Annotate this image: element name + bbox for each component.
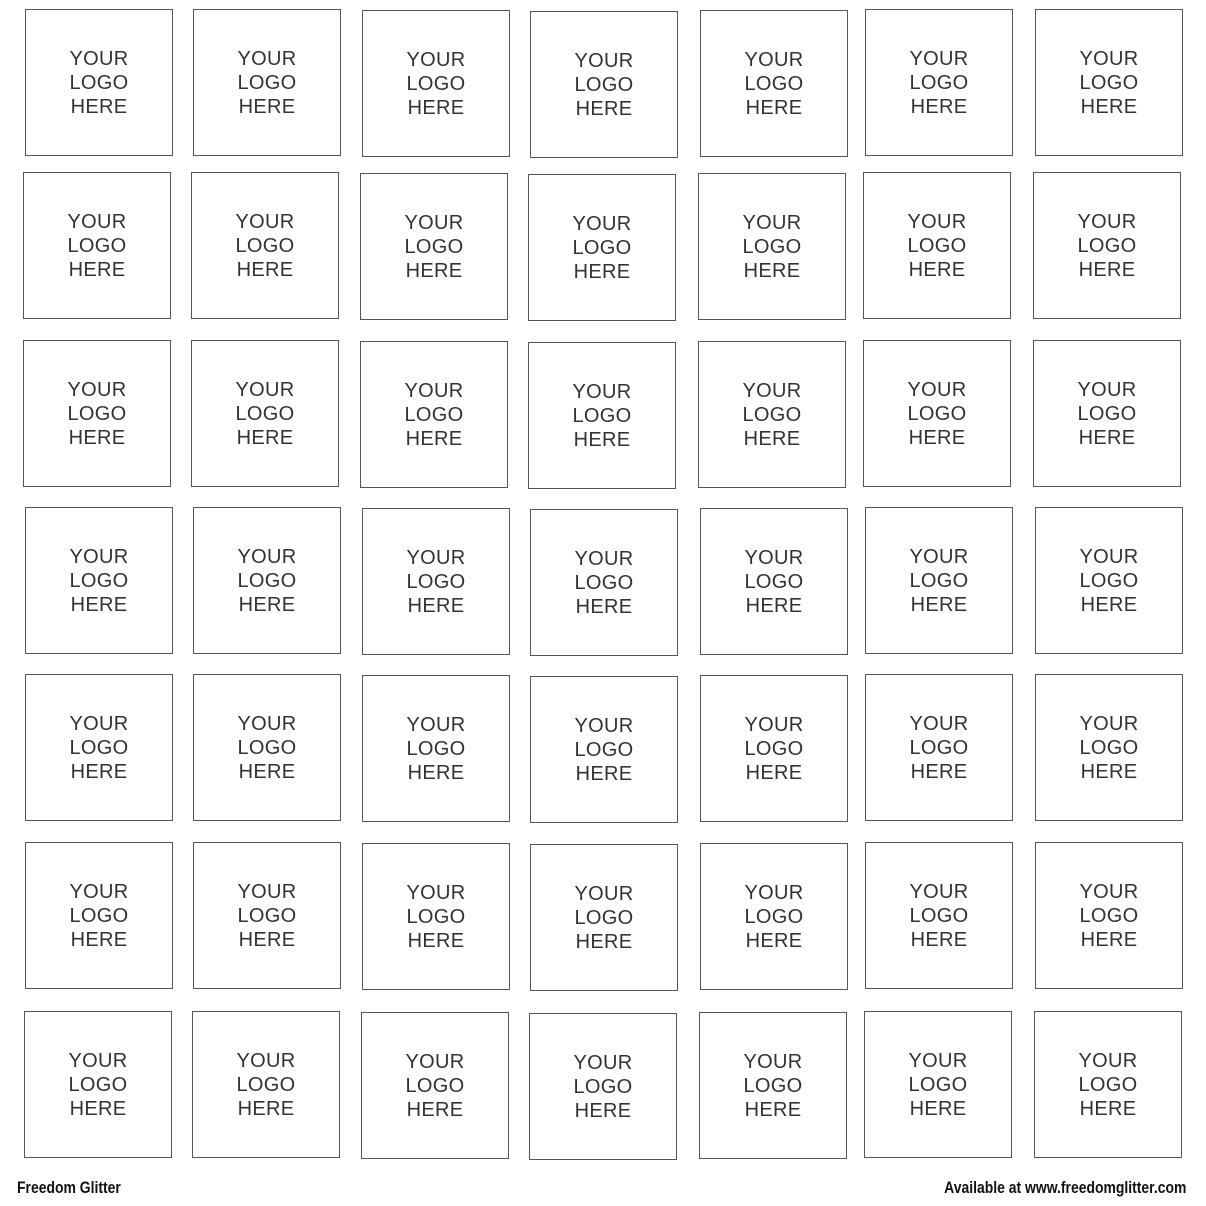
sticker-label-line: YOUR <box>1079 713 1139 735</box>
logo-sticker-placeholder <box>25 507 173 654</box>
sticker-label-line: YOUR <box>572 213 632 235</box>
sticker-label-line: HERE <box>910 96 968 118</box>
sticker-label-line: LOGO <box>69 737 129 759</box>
sticker-label <box>1034 378 1180 450</box>
logo-sticker-placeholder <box>193 9 341 156</box>
sticker-label <box>193 1049 339 1121</box>
logo-sticker-placeholder <box>865 674 1013 821</box>
sticker-label <box>529 380 675 452</box>
sticker-label-line: LOGO <box>1077 235 1137 257</box>
logo-sticker-placeholder <box>530 676 678 823</box>
sticker-label-line: YOUR <box>1079 48 1139 70</box>
logo-sticker-placeholder <box>530 509 678 656</box>
sticker-label-line: LOGO <box>406 73 466 95</box>
sticker-label-line: LOGO <box>67 403 127 425</box>
sticker-label-line: HERE <box>745 930 803 952</box>
sticker-label-line: YOUR <box>404 212 464 234</box>
sticker-label-line: LOGO <box>909 72 969 94</box>
sticker-label-line: HERE <box>236 259 294 281</box>
sticker-label-line: YOUR <box>744 714 804 736</box>
logo-sticker-placeholder <box>25 674 173 821</box>
sticker-label-line: HERE <box>908 259 966 281</box>
sticker-label <box>864 378 1010 450</box>
sticker-label-line: HERE <box>68 427 126 449</box>
sticker-label-line: HERE <box>745 595 803 617</box>
sticker-label-line: HERE <box>68 259 126 281</box>
sticker-label-line: YOUR <box>574 715 634 737</box>
availability-link: Available at www.freedomglitter.com <box>943 1178 1186 1197</box>
sticker-label <box>701 881 847 953</box>
logo-sticker-placeholder <box>698 173 846 320</box>
sticker-label-line: YOUR <box>744 882 804 904</box>
sticker-label-line: HERE <box>236 427 294 449</box>
logo-sticker-placeholder <box>699 1012 847 1159</box>
sticker-label-line: LOGO <box>574 572 634 594</box>
sticker-label-line: YOUR <box>69 881 129 903</box>
logo-sticker-placeholder <box>193 842 341 989</box>
logo-sticker-placeholder <box>865 842 1013 989</box>
sticker-label-line: YOUR <box>405 1051 465 1073</box>
sticker-label <box>864 210 1010 282</box>
logo-sticker-placeholder <box>700 843 848 990</box>
sticker-label-line: YOUR <box>235 379 295 401</box>
sticker-label-line: YOUR <box>909 881 969 903</box>
logo-sticker-placeholder <box>23 172 171 319</box>
sticker-label <box>866 880 1012 952</box>
sticker-label <box>24 210 170 282</box>
sticker-label-line: HERE <box>910 929 968 951</box>
sticker-label-line: LOGO <box>404 236 464 258</box>
sticker-label <box>363 713 509 785</box>
sticker-label-line: YOUR <box>235 211 295 233</box>
sticker-label-line: YOUR <box>907 379 967 401</box>
logo-sticker-placeholder <box>863 172 1011 319</box>
logo-sticker-placeholder <box>23 340 171 487</box>
sticker-label-line: HERE <box>1078 427 1136 449</box>
sticker-label <box>361 379 507 451</box>
logo-sticker-placeholder <box>191 172 339 319</box>
logo-sticker-placeholder <box>25 9 173 156</box>
logo-sticker-placeholder <box>1035 9 1183 156</box>
sticker-label-line: YOUR <box>572 381 632 403</box>
sticker-label-line: YOUR <box>573 1052 633 1074</box>
sticker-label-line: LOGO <box>574 74 634 96</box>
sticker-label-line: YOUR <box>69 713 129 735</box>
sticker-label-line: LOGO <box>572 405 632 427</box>
sticker-label-line: LOGO <box>405 1075 465 1097</box>
sticker-label-line: LOGO <box>235 235 295 257</box>
sticker-label-line: YOUR <box>744 49 804 71</box>
sticker-label-line: YOUR <box>406 547 466 569</box>
logo-sticker-placeholder <box>1033 340 1181 487</box>
sticker-label-line: HERE <box>406 1099 464 1121</box>
sticker-label-line: YOUR <box>909 546 969 568</box>
sticker-label <box>26 880 172 952</box>
sticker-label <box>865 1049 1011 1121</box>
sticker-label-line: LOGO <box>406 571 466 593</box>
sticker-label-line: YOUR <box>69 546 129 568</box>
sticker-label-line: YOUR <box>744 547 804 569</box>
sticker-label-line: LOGO <box>68 1074 128 1096</box>
sticker-label-line: HERE <box>1078 259 1136 281</box>
sticker-label-line: LOGO <box>742 404 802 426</box>
sticker-label-line: HERE <box>70 761 128 783</box>
sticker-label-line: LOGO <box>907 403 967 425</box>
logo-sticker-placeholder <box>24 1011 172 1158</box>
logo-sticker-placeholder <box>362 675 510 822</box>
sticker-label <box>866 47 1012 119</box>
sticker-label-line: LOGO <box>908 1074 968 1096</box>
sticker-label <box>361 211 507 283</box>
sticker-label-line: HERE <box>575 931 633 953</box>
sticker-label-line: YOUR <box>236 1050 296 1072</box>
logo-sticker-placeholder <box>530 844 678 991</box>
logo-sticker-placeholder <box>530 11 678 158</box>
sticker-label <box>1034 210 1180 282</box>
sticker-label-line: HERE <box>405 260 463 282</box>
sticker-label <box>531 714 677 786</box>
logo-sticker-placeholder <box>193 507 341 654</box>
sticker-label-line: YOUR <box>237 881 297 903</box>
sticker-label <box>699 379 845 451</box>
sticker-label-line: LOGO <box>574 739 634 761</box>
sticker-label-line: HERE <box>575 763 633 785</box>
sticker-label-line: YOUR <box>1079 546 1139 568</box>
logo-sticker-placeholder <box>700 10 848 157</box>
sticker-label-line: LOGO <box>744 738 804 760</box>
sticker-label-line: YOUR <box>67 379 127 401</box>
sticker-label-line: LOGO <box>1077 403 1137 425</box>
sticker-label-line: HERE <box>1080 96 1138 118</box>
sticker-label-line: LOGO <box>574 907 634 929</box>
sticker-label <box>530 1051 676 1123</box>
logo-sticker-placeholder <box>528 342 676 489</box>
sticker-label-line: HERE <box>744 1099 802 1121</box>
sticker-label-line: HERE <box>743 428 801 450</box>
sticker-label-line: LOGO <box>67 235 127 257</box>
sticker-label-line: LOGO <box>404 404 464 426</box>
sticker-label-line: LOGO <box>909 905 969 927</box>
sticker-label-line: LOGO <box>744 571 804 593</box>
sticker-label-line: LOGO <box>744 73 804 95</box>
sticker-label <box>531 882 677 954</box>
sticker-label-line: HERE <box>575 596 633 618</box>
sticker-label-line: HERE <box>1079 1098 1137 1120</box>
logo-sticker-placeholder <box>1035 842 1183 989</box>
sticker-label-line: LOGO <box>237 570 297 592</box>
sticker-label-line: YOUR <box>237 546 297 568</box>
sticker-label-line: YOUR <box>406 882 466 904</box>
sticker-label-line: HERE <box>407 595 465 617</box>
sticker-label <box>25 1049 171 1121</box>
sticker-label-line: LOGO <box>572 237 632 259</box>
sticker-label <box>1035 1049 1181 1121</box>
sticker-label <box>529 212 675 284</box>
sticker-label-line: HERE <box>238 594 296 616</box>
sticker-label-line: HERE <box>745 762 803 784</box>
sticker-label-line: HERE <box>575 98 633 120</box>
sticker-label-line: YOUR <box>574 50 634 72</box>
sticker-label-line: HERE <box>1080 594 1138 616</box>
sticker-label-line: YOUR <box>908 1050 968 1072</box>
sticker-label <box>363 881 509 953</box>
sticker-label-line: LOGO <box>744 906 804 928</box>
sticker-label-line: HERE <box>743 260 801 282</box>
sticker-label-line: HERE <box>407 97 465 119</box>
sticker-label <box>866 712 1012 784</box>
sticker-label-line: HERE <box>908 427 966 449</box>
logo-sticker-placeholder <box>700 508 848 655</box>
sticker-label-line: YOUR <box>237 713 297 735</box>
sticker-label <box>192 210 338 282</box>
sticker-label-line: HERE <box>1080 761 1138 783</box>
sticker-label-line: LOGO <box>69 570 129 592</box>
sticker-label-line: HERE <box>70 594 128 616</box>
logo-sticker-placeholder <box>1034 1011 1182 1158</box>
sticker-label <box>531 49 677 121</box>
sticker-label-line: HERE <box>909 1098 967 1120</box>
sticker-label <box>700 1050 846 1122</box>
sticker-label-line: LOGO <box>909 737 969 759</box>
sticker-label-line: LOGO <box>1079 905 1139 927</box>
sticker-label-line: HERE <box>407 762 465 784</box>
sticker-label-line: LOGO <box>406 906 466 928</box>
logo-sticker-placeholder <box>192 1011 340 1158</box>
sticker-label <box>1036 545 1182 617</box>
sticker-label-line: HERE <box>745 97 803 119</box>
sticker-label-line: LOGO <box>1079 72 1139 94</box>
sticker-label <box>363 546 509 618</box>
sticker-label-line: LOGO <box>237 72 297 94</box>
sticker-label <box>194 47 340 119</box>
sticker-label-line: HERE <box>238 929 296 951</box>
logo-sticker-placeholder <box>362 843 510 990</box>
sticker-label-line: HERE <box>574 1100 632 1122</box>
sticker-label-line: YOUR <box>1077 211 1137 233</box>
logo-sticker-placeholder <box>1035 507 1183 654</box>
brand-name: Freedom Glitter <box>17 1178 121 1197</box>
sticker-label-line: HERE <box>237 1098 295 1120</box>
sticker-label-line: HERE <box>1080 929 1138 951</box>
sticker-label-line: LOGO <box>235 403 295 425</box>
sticker-label <box>701 546 847 618</box>
sticker-label <box>24 378 170 450</box>
sticker-label-line: YOUR <box>742 212 802 234</box>
logo-sticker-placeholder <box>25 842 173 989</box>
logo-sticker-placeholder <box>360 173 508 320</box>
sticker-label <box>531 547 677 619</box>
sticker-label-line: HERE <box>910 761 968 783</box>
sticker-label-line: YOUR <box>909 713 969 735</box>
sticker-label-line: LOGO <box>237 737 297 759</box>
logo-sticker-placeholder <box>362 508 510 655</box>
logo-sticker-placeholder <box>529 1013 677 1160</box>
sticker-label-line: YOUR <box>574 883 634 905</box>
sticker-label-line: LOGO <box>236 1074 296 1096</box>
sticker-label-line: LOGO <box>742 236 802 258</box>
sticker-label-line: YOUR <box>574 548 634 570</box>
logo-sticker-placeholder <box>864 1011 1012 1158</box>
sticker-label-line: LOGO <box>1078 1074 1138 1096</box>
sticker-label-line: YOUR <box>237 48 297 70</box>
sticker-label <box>699 211 845 283</box>
sticker-label-line: YOUR <box>1078 1050 1138 1072</box>
sticker-label-line: LOGO <box>907 235 967 257</box>
sticker-label-line: YOUR <box>406 49 466 71</box>
sticker-label-line: YOUR <box>743 1051 803 1073</box>
sticker-label <box>1036 880 1182 952</box>
logo-sticker-placeholder <box>863 340 1011 487</box>
sticker-label <box>701 48 847 120</box>
sticker-label-line: HERE <box>407 930 465 952</box>
sticker-label-line: HERE <box>70 96 128 118</box>
sticker-label-line: YOUR <box>909 48 969 70</box>
sticker-label-line: YOUR <box>742 380 802 402</box>
logo-sticker-placeholder <box>698 341 846 488</box>
sticker-label-line: HERE <box>70 929 128 951</box>
sticker-label-line: HERE <box>573 429 631 451</box>
sticker-label-line: HERE <box>238 761 296 783</box>
logo-sticker-placeholder <box>865 9 1013 156</box>
logo-sticker-placeholder <box>1033 172 1181 319</box>
sticker-label <box>194 712 340 784</box>
logo-sticker-placeholder <box>360 341 508 488</box>
sticker-label <box>363 48 509 120</box>
sticker-label-line: HERE <box>573 261 631 283</box>
sticker-label-line: LOGO <box>909 570 969 592</box>
logo-sticker-placeholder <box>191 340 339 487</box>
sticker-label-line: LOGO <box>69 905 129 927</box>
sticker-label-line: YOUR <box>68 1050 128 1072</box>
sticker-label <box>26 47 172 119</box>
sticker-label-line: YOUR <box>1077 379 1137 401</box>
sticker-label-line: LOGO <box>237 905 297 927</box>
sticker-label-line: YOUR <box>907 211 967 233</box>
sticker-label-line: HERE <box>69 1098 127 1120</box>
sticker-label <box>1036 47 1182 119</box>
logo-sticker-placeholder <box>865 507 1013 654</box>
sticker-label <box>701 713 847 785</box>
sticker-label <box>866 545 1012 617</box>
logo-sticker-placeholder <box>700 675 848 822</box>
logo-sticker-placeholder <box>193 674 341 821</box>
sticker-label-line: YOUR <box>404 380 464 402</box>
sticker-label <box>26 545 172 617</box>
sticker-label-line: YOUR <box>406 714 466 736</box>
sticker-label-line: HERE <box>405 428 463 450</box>
sticker-label-line: LOGO <box>1079 570 1139 592</box>
logo-sticker-placeholder <box>1035 674 1183 821</box>
logo-sticker-placeholder <box>362 10 510 157</box>
sticker-label <box>362 1050 508 1122</box>
sticker-label-line: LOGO <box>1079 737 1139 759</box>
sticker-label-line: HERE <box>238 96 296 118</box>
sticker-label <box>192 378 338 450</box>
sticker-label-line: YOUR <box>67 211 127 233</box>
sticker-label <box>26 712 172 784</box>
sticker-label <box>194 545 340 617</box>
sticker-label-line: LOGO <box>743 1075 803 1097</box>
logo-sticker-placeholder <box>361 1012 509 1159</box>
sticker-label-line: LOGO <box>406 738 466 760</box>
sticker-label-line: LOGO <box>573 1076 633 1098</box>
sticker-label-line: LOGO <box>69 72 129 94</box>
sticker-label <box>194 880 340 952</box>
logo-sticker-placeholder <box>528 174 676 321</box>
sticker-label-line: HERE <box>910 594 968 616</box>
sticker-label-line: YOUR <box>1079 881 1139 903</box>
sticker-label-line: YOUR <box>69 48 129 70</box>
sticker-label <box>1036 712 1182 784</box>
